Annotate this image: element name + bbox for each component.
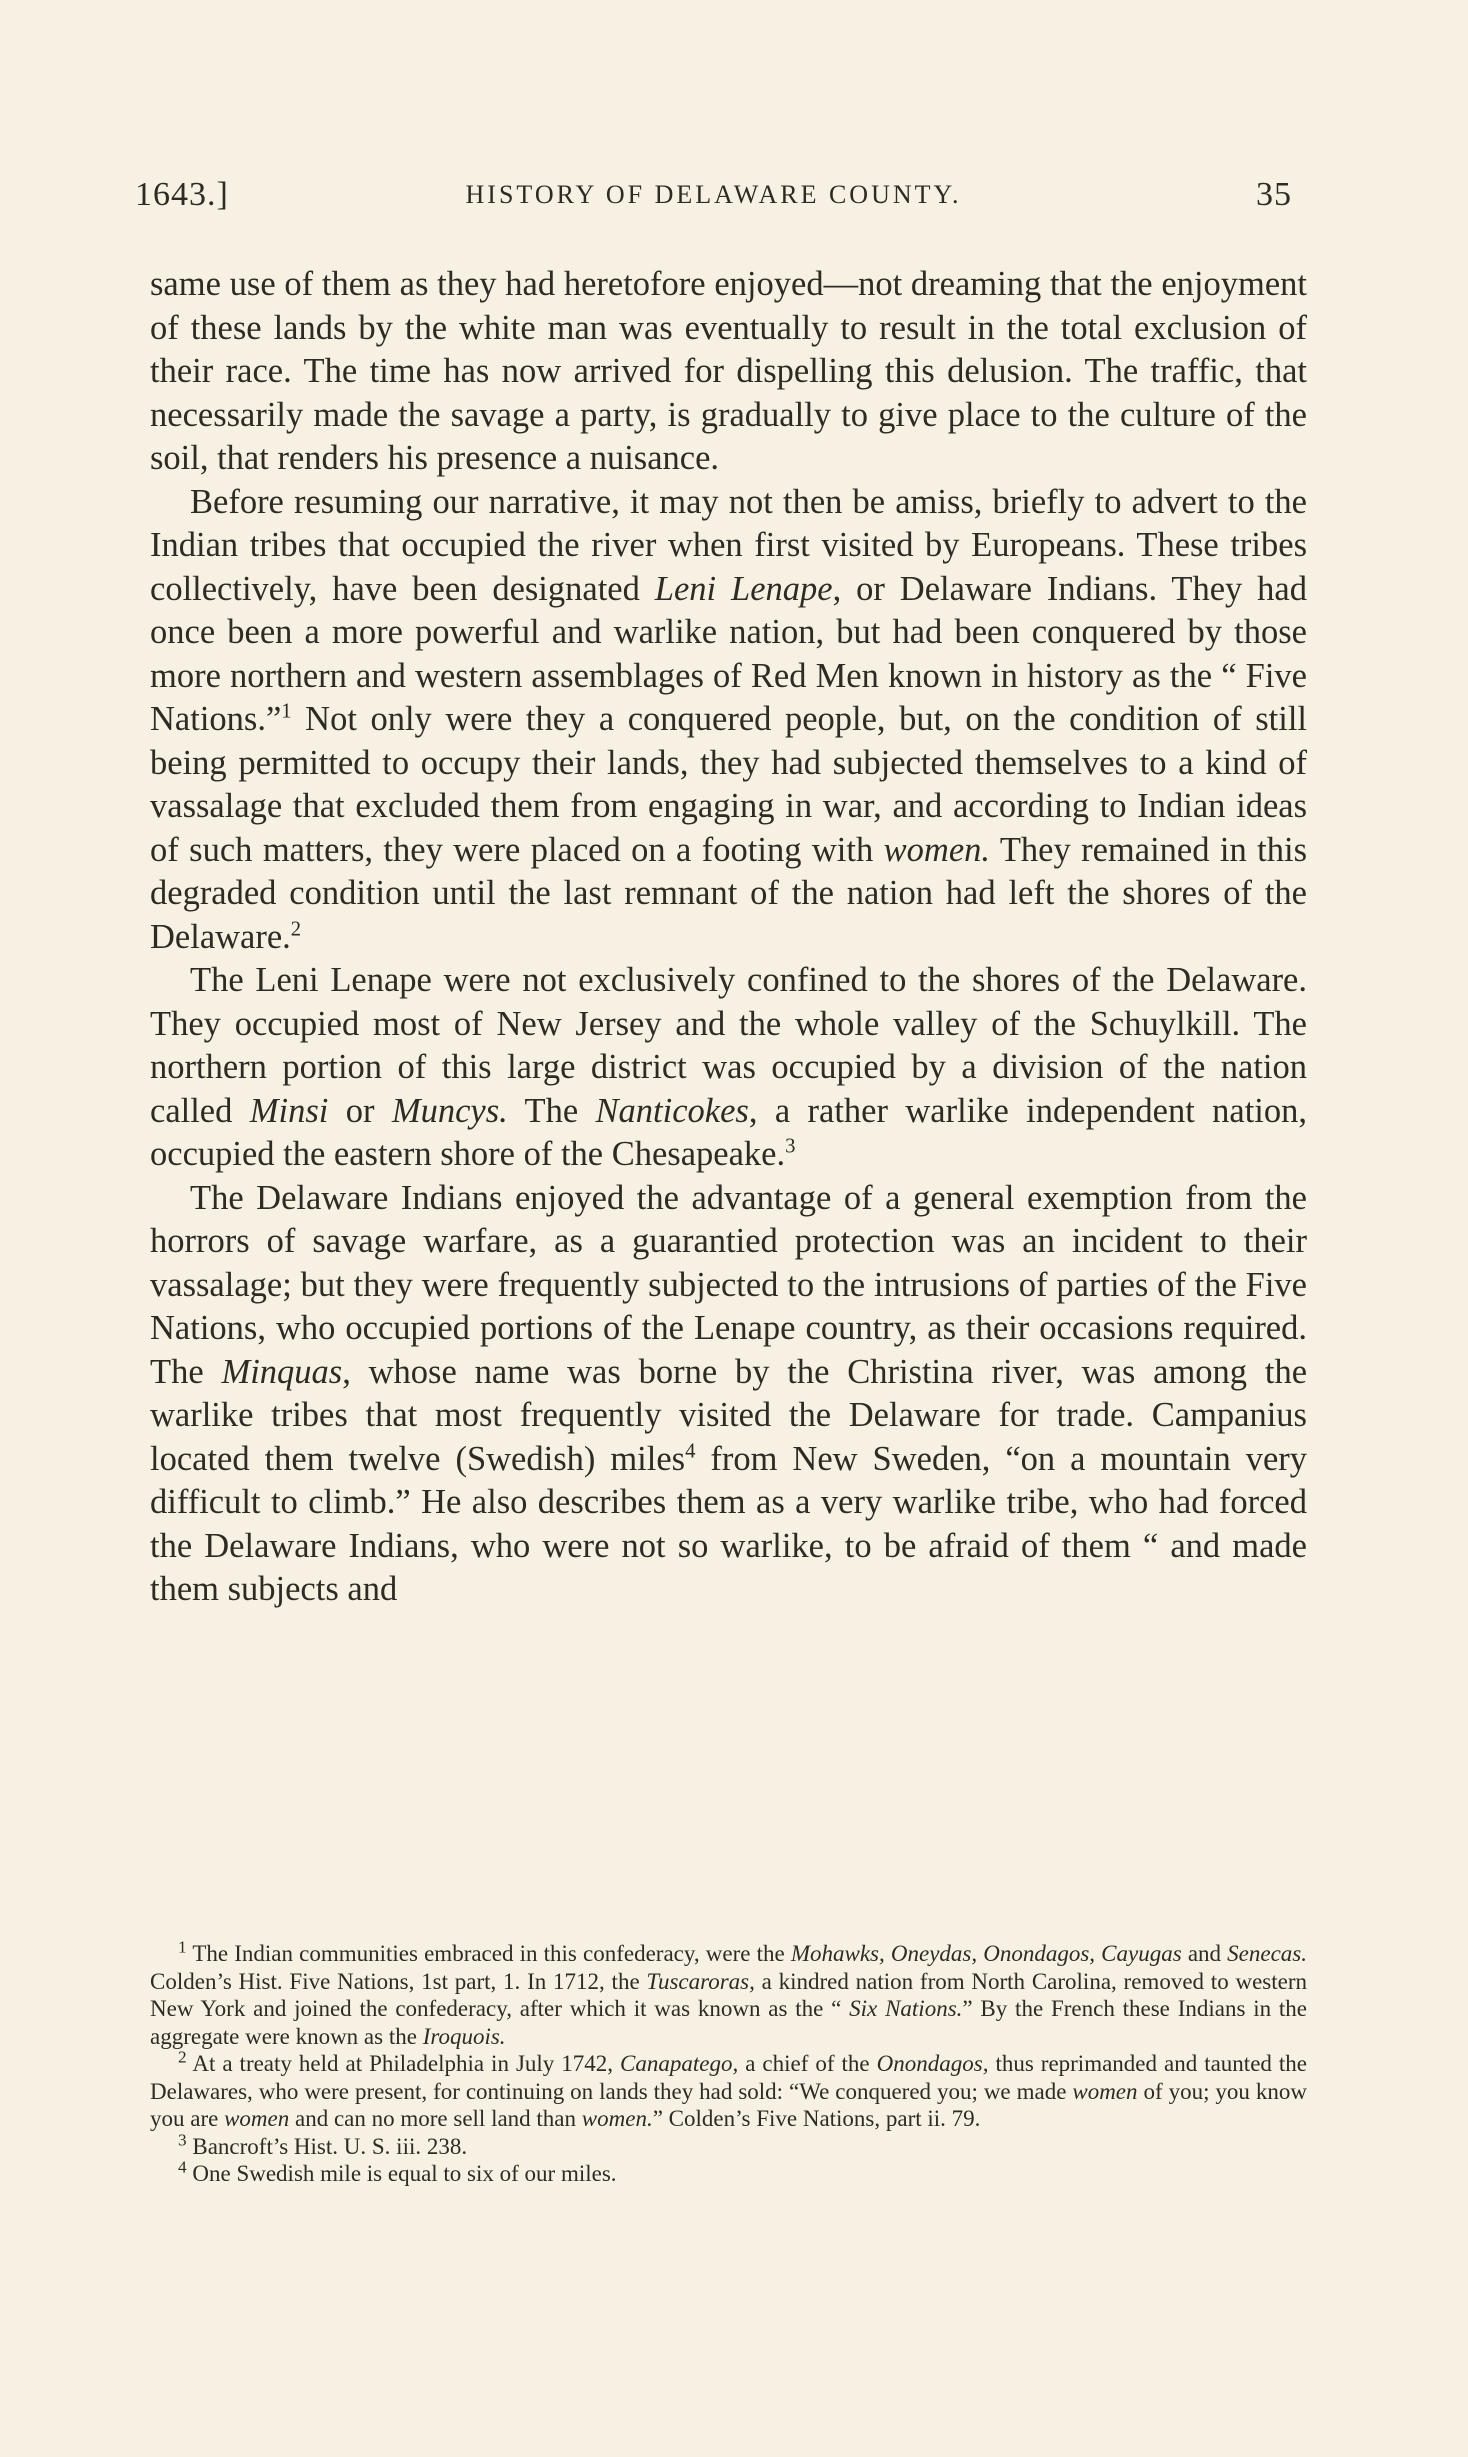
text-run: Before resuming our narrative, it may not then be amiss, briefly to advert to the Indian tribes that occupied the river when first visited by Europeans. These tribes collectively, have been designated [150,482,1307,608]
text-run: Not only were they a conquered people, but, on the condition of still being permitted to occupy their lands, they had subjected themselves to a kind of vassalage that excluded them from engaging in war, and according to Indian ideas of such matters, they were placed on a footing with [150,700,1307,869]
header-year: 1643.] [135,176,229,213]
paragraph [150,1177,1307,1612]
text-run: The Delaware Indians enjoyed the advantage of a general exemption from the horrors of savage warfare, as a guarantied protection was an incident to their vassalage; but they were frequently subjected to the intrusions of parties of the Five Nations, who occupied portions of the Lenape country, as their occasions required. The [150,1178,1307,1391]
text-run: , or Delaware Indians. They had once been a more powerful and warlike nation, but had been conquered by those more northern and western assemblages of Red Men known in history as the “ Five Nations.” [150,569,1307,738]
footnotes [150,1937,1308,2188]
italic-text: Muncys. [391,1091,508,1130]
italic-text: Canapatego, [620,2051,739,2076]
text-run: thus reprimanded and taunted the Delawares, who were present, for continuing on lands they had sold: “We conquered you; we made [150,2051,1307,2104]
text-run: or [328,1091,392,1130]
italic-text: Tuscaroras, [646,1968,755,1994]
italic-text: Minsi [249,1091,329,1130]
italic-text: women. [581,2106,653,2131]
footnote-mark: 3 [178,2129,187,2149]
italic-text: women. [883,830,991,869]
text-run: The [507,1091,596,1130]
text-run: a chief of the [738,2051,877,2076]
italic-text: Six Nations. [849,1996,963,2021]
text-run: a kindred nation from North Carolina, removed to western New York and joined the confederacy, after which it was known as the “ [150,1968,1307,2021]
text-run: ” Colden’s Five Nations, part ii. 79. [652,2106,981,2131]
text-run: The Leni Lenape were not exclusively confined to the shores of the Delaware. They occupied most of New Jersey and the whole valley of the Schuylkill. The northern portion of this large district was occupied by a division of the nation called [150,961,1307,1130]
text-run: , a rather warlike independent nation, occupied the eastern shore of the Chesapeake. [150,1091,1308,1173]
footnote-reference: 2 [290,918,302,940]
italic-text: women [1072,2078,1138,2104]
footnote-mark: 4 [178,2157,187,2177]
italic-text: Onondagos, [876,2051,989,2076]
text-run: and can no more sell land than [289,2106,582,2131]
footnote-mark: 1 [178,1937,187,1957]
italic-text: Minquas [221,1352,343,1391]
footnote [150,2157,1307,2188]
footnote-reference: 3 [785,1135,796,1158]
footnote [150,2129,1307,2161]
footnote [150,1937,1308,2050]
text-run: They remained in this degraded condition until the last remnant of the nation had left the shores of the Delaware. [150,830,1308,956]
footnote [150,2047,1307,2133]
text-run: , whose name was borne by the Christina river, was among the warlike tribes that most frequently visited the Delaware for trade. Campanius located them twelve (Swedish) miles [150,1352,1308,1478]
text-run: At a treaty held at Philadelphia in July 1742, [186,2051,621,2076]
text-run: of you; you know you are [150,2078,1307,2131]
text-run: Colden’s Hist. Five Nations, 1st part, 1. In 1712, the [150,1968,647,1994]
italic-text: women [224,2106,290,2131]
italic-text: Senecas. [1227,1941,1307,1966]
text-run: and [1181,1941,1228,1966]
text-run: from New Sweden, “on a mountain very difficult to climb.” He also describes them as a very warlike tribe, who had forced the Delaware Indians, who were not so warlike, to be afraid of them “ and made them subjects and [150,1439,1307,1608]
header-title: HISTORY OF DELAWARE COUNTY. [465,180,962,209]
text-run: ” By the French these Indians in the aggregate were known as the [150,1996,1308,2049]
body-text [150,263,1307,1612]
text-run: The Indian communities embraced in this confederacy, were the [186,1941,791,1966]
italic-text: Leni Lenape [654,569,833,608]
footnote-reference: 4 [685,1440,696,1462]
paragraph [150,959,1307,1177]
footnote-reference: 1 [281,700,292,723]
page-number: 35 [1256,176,1292,213]
italic-text: Mohawks, Oneydas, Onondagos, Cayugas [790,1941,1182,1966]
text-run: same use of them as they had heretofore enjoyed—not dreaming that the enjoyment of these lands by the white man was eventually to result in the total exclusion of their race. The time has now arrived for dispelling this delusion. The traffic, that necessarily made the savage a party, is gradually to give place to the culture of the soil, that renders his presence a nuisance. [150,265,1307,477]
footnote-mark: 2 [178,2047,187,2067]
italic-text: Nanticokes [595,1091,749,1130]
paragraph [150,263,1307,481]
paragraph [150,481,1307,960]
text-run: Bancroft’s Hist. U. S. iii. 238. [186,2133,468,2159]
italic-text: Iroquois. [422,2023,506,2049]
running-header [135,176,1292,222]
text-run: One Swedish mile is equal to six of our miles. [186,2161,617,2186]
